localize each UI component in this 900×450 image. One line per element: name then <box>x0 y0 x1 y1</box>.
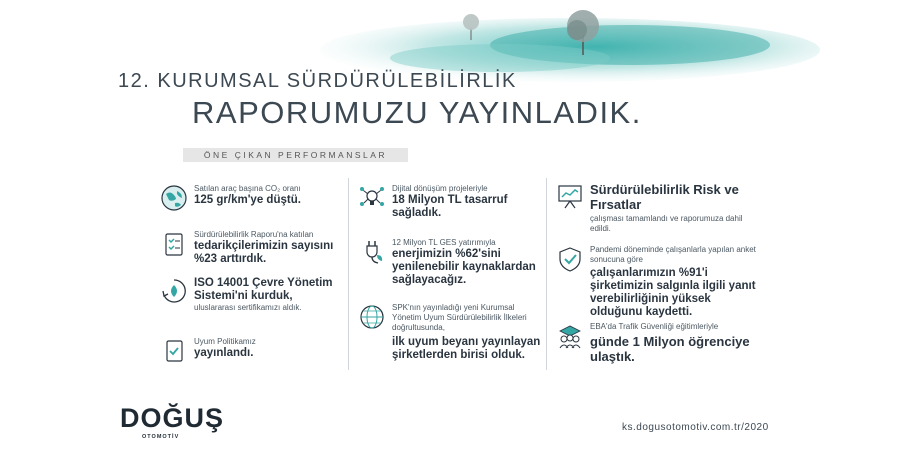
logo-wordmark: DOĞUŞ <box>120 403 225 433</box>
stat-spk-value: ilk uyum beyanı yayınlayan şirketlerden birisi olduk. <box>392 336 541 361</box>
stat-spk <box>358 303 543 365</box>
dogus-logo <box>120 403 225 440</box>
stat-compliance-policy-caption: Uyum Politikamız <box>194 337 256 346</box>
plug-leaf-icon <box>358 238 386 266</box>
students-icon <box>556 322 584 350</box>
globe-grid-icon <box>358 303 386 331</box>
stat-digital-caption: Dijital dönüşüm projeleriyle <box>392 184 488 193</box>
title-line-2: RAPORUMUZU YAYINLADIK. <box>192 95 642 130</box>
stat-spk-caption: SPK'nın yayınladığı yeni Kurumsal Yönetim Uyum Sürdürülebilirlik İlkeleri doğrultusunda, <box>392 303 527 332</box>
section-label: ÖNE ÇIKAN PERFORMANSLAR <box>183 148 408 162</box>
stat-suppliers <box>160 230 345 270</box>
stat-co2-caption: Satılan araç başına CO₂ oranı <box>194 184 301 193</box>
column-divider-2 <box>546 178 547 370</box>
column-divider-1 <box>348 178 349 370</box>
recycle-leaf-icon <box>160 277 188 305</box>
stat-pandemic-caption: Pandemi döneminde çalışanlarla yapılan anket sonucuna göre <box>590 245 756 264</box>
stat-eba-caption: EBA'da Trafik Güvenliği eğitimleriyle <box>590 322 719 331</box>
logo-subtitle: OTOMOTİV <box>142 434 180 440</box>
stat-ges-value: enerjimizin %62'sini yenilenebilir kaynaklardan sağlayacağız. <box>392 248 536 286</box>
stat-suppliers-caption: Sürdürülebilirlik Raporu'na katılan <box>194 230 314 239</box>
stat-risk-title: Sürdürülebilirlik Risk ve Fırsatlar <box>590 182 739 212</box>
document-check-icon <box>160 337 188 365</box>
stat-suppliers-value: tedarikçilerimizin sayısını %23 arttırdık. <box>194 240 334 265</box>
presentation-chart-icon <box>556 182 584 210</box>
stat-ges <box>358 238 543 293</box>
title-line-1: 12. KURUMSAL SÜRDÜRÜLEBİLİRLİK <box>118 70 517 92</box>
stat-co2 <box>160 184 340 214</box>
network-lightbulb-icon <box>358 184 386 212</box>
shield-check-icon <box>556 245 584 273</box>
stat-compliance-policy <box>160 337 340 367</box>
stat-iso <box>160 277 345 329</box>
stat-pandemic-value: çalışanlarımızın %91'i şirketimizin salgınla ilgili yanıt verebilirliğinin yüksek olduğunu kaydetti. <box>590 267 756 318</box>
stat-risk <box>556 182 756 234</box>
checklist-icon <box>160 230 188 258</box>
stat-ges-caption: 12 Milyon TL GES yatırımıyla <box>392 238 496 247</box>
report-url[interactable]: ks.dogusotomotiv.com.tr/2020 <box>622 422 769 433</box>
stat-digital <box>358 184 538 222</box>
stat-compliance-policy-value: yayınlandı. <box>194 347 254 359</box>
stat-iso-caption: uluslararası sertifikamızı aldık. <box>194 303 302 312</box>
stat-eba <box>556 322 756 364</box>
stat-pandemic <box>556 245 761 318</box>
globe-icon <box>160 184 188 212</box>
stat-iso-value: ISO 14001 Çevre Yönetim Sistemi'ni kurduk, <box>194 277 333 302</box>
stat-digital-value: 18 Milyon TL tasarruf sağladık. <box>392 194 508 219</box>
stat-risk-caption: çalışması tamamlandı ve raporumuza dahil edildi. <box>590 214 743 233</box>
stat-eba-value: günde 1 Milyon öğrenciye ulaştık. <box>590 334 750 364</box>
stat-co2-value: 125 gr/km'ye düştü. <box>194 194 301 206</box>
